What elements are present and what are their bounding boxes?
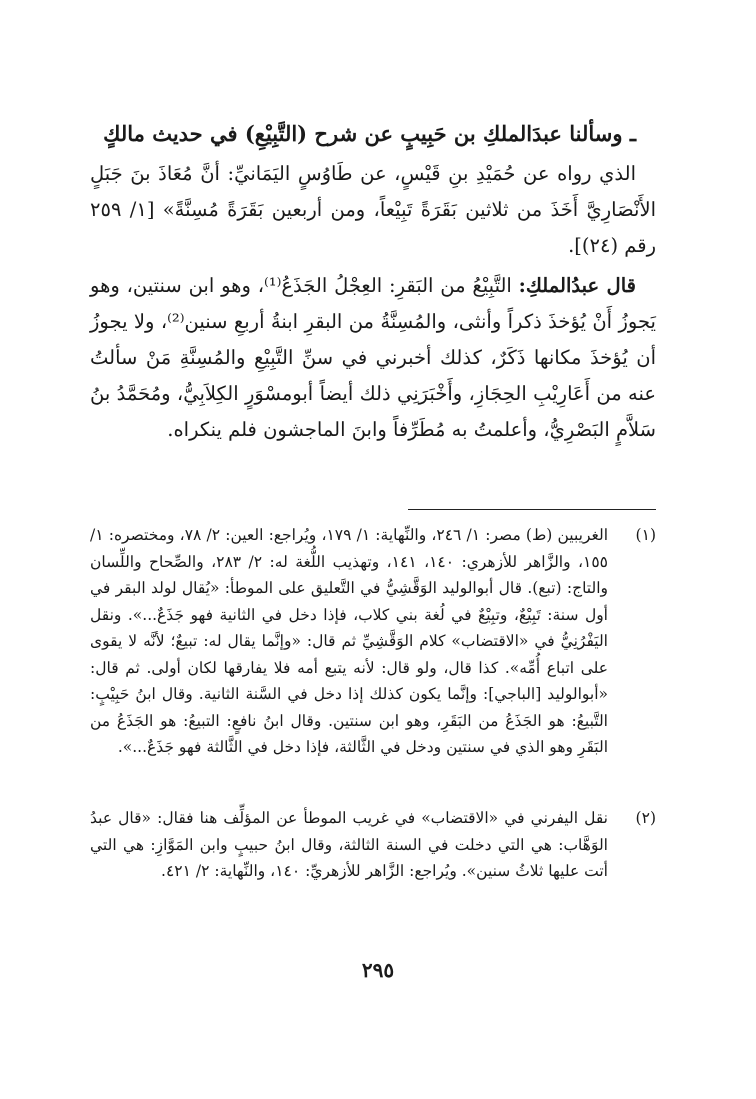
question-heading: ـ وسألنا عبدَالملكِ بن حَبِيبٍ عن شرح (التَّبِيْعِ) في حديث مالكٍ — [103, 121, 636, 146]
footnote-number: (٢) — [635, 809, 656, 827]
footnote-text: الغريبين (ط) مصر: ١/ ٢٤٦، والنِّهاية: ١/ ١٧٩، ويُراجع: العين: ٢/ ٧٨، ومختصره: ١/ ١٥٥، والزَّاهر للأزهري: ١٤٠، ١٤١، وتهذيب اللُّغة له: ٢/ ٢٨٣، والصِّحاح واللِّسان والتاج: (تبع). قال أبوالوليد الوَقَّشِيُّ في التَّعليق على الموطأ: «يُقال لولد البقر في أول سنة: تَبِيْعٌ، وتبِيْعٌ في لُغة بني كلاب، فإذا دخل في الثانية فهو جَذَعٌ...». ونقل اليَفْرُنِيُّ في «الاقتضاب» كلام الوَقَّشِيِّ ثم قال: «وإنَّما يقال له: تبيعٌ؛ لأنَّه لا يقوى على اتباع أُمِّه». كذا قال، ولو قال: لأنه يتبع أمه فلا يفارقها لكان أولى. ثم قال: «أبوالوليد [الباجي]: وإنَّما يكون كذلك إذا دخل في السَّنة الثانية. وقال ابنُ حَبِيْبٍ: التَّبيعُ: هو الجَذَعُ من البَقَرِ، وهو ابن سنتين. وقال ابنُ نافعٍ: التبيعُ: هو الجَذَعُ من البَقَرِ وهو الذي في سنتين ودخل في الثَّالثة، فإذا دخل في الثَّالثة فهو جَذَعٌ...». — [90, 526, 609, 756]
hadith-text: الذي رواه عن حُمَيْدِ بنِ قَيْسٍ، عن طَاوُسٍ اليَمَانيِّ: أنَّ مُعَاذَ بنَ جَبَلٍ الأَنْصَارِيَّ أَخَذَ من ثلاثين بَقَرَةً تَبِيْعاً، ومن أربعين بَقَرَةً مُسِنَّةً» [١/ ٢٥٩ رقم (٢٤)]. — [90, 162, 656, 257]
footnote-divider — [408, 509, 656, 510]
footnote-number: (١) — [635, 526, 656, 544]
speaker-label: قال عبدُالملكِ: — [518, 274, 636, 297]
commentary-paragraph — [90, 268, 656, 448]
footnote-1 — [90, 522, 656, 761]
footnote-2 — [90, 805, 656, 885]
footnote-text: نقل اليفرني في «الاقتضاب» في غريب الموطأ عن المؤلِّف هنا فقال: «قال عبدُ الوَهَّاب: هي التي دخلت في السنة الثالثة، وقال ابنُ حبيبٍ وابن المَوَّازِ: هي التي أتت عليها ثلاثُ سنين». ويُراجع: الزَّاهر للأزهريِّ: ١٤٠، والنِّهاية: ٢/ ٤٢١. — [90, 809, 608, 880]
page-number: ٢٩٥ — [361, 958, 395, 982]
commentary-text: التَّبِيْعُ من البَقرِ: العِجْلُ الجَذَعُ⁽¹⁾، وهو ابن سنتين، وهو يَجوزُ أَنْ يُؤخذَ ذكراً وأنثى، والمُسِنَّةُ من البقرِ ابنةُ أربعِ سنين⁽²⁾، ولا يجوزُ أن يُؤخذَ مكانها ذَكَرٌ، كذلك أخبرني في سنِّ التَّبِيْعِ والمُسِنَّةِ مَنْ سألتُ عنه من أَعَارِيْبِ الحِجَازِ، وأَخْبَرَنِي ذلك أيضاً أبومسْوَرٍ الكِلاَبِيُّ، ومُحَمَّدُ بنُ سَلاَّمٍ البَصْرِيُّ، وأعلمتُ به مُطَرِّفاً وابنَ الماجشون فلم ينكراه. — [90, 274, 656, 441]
